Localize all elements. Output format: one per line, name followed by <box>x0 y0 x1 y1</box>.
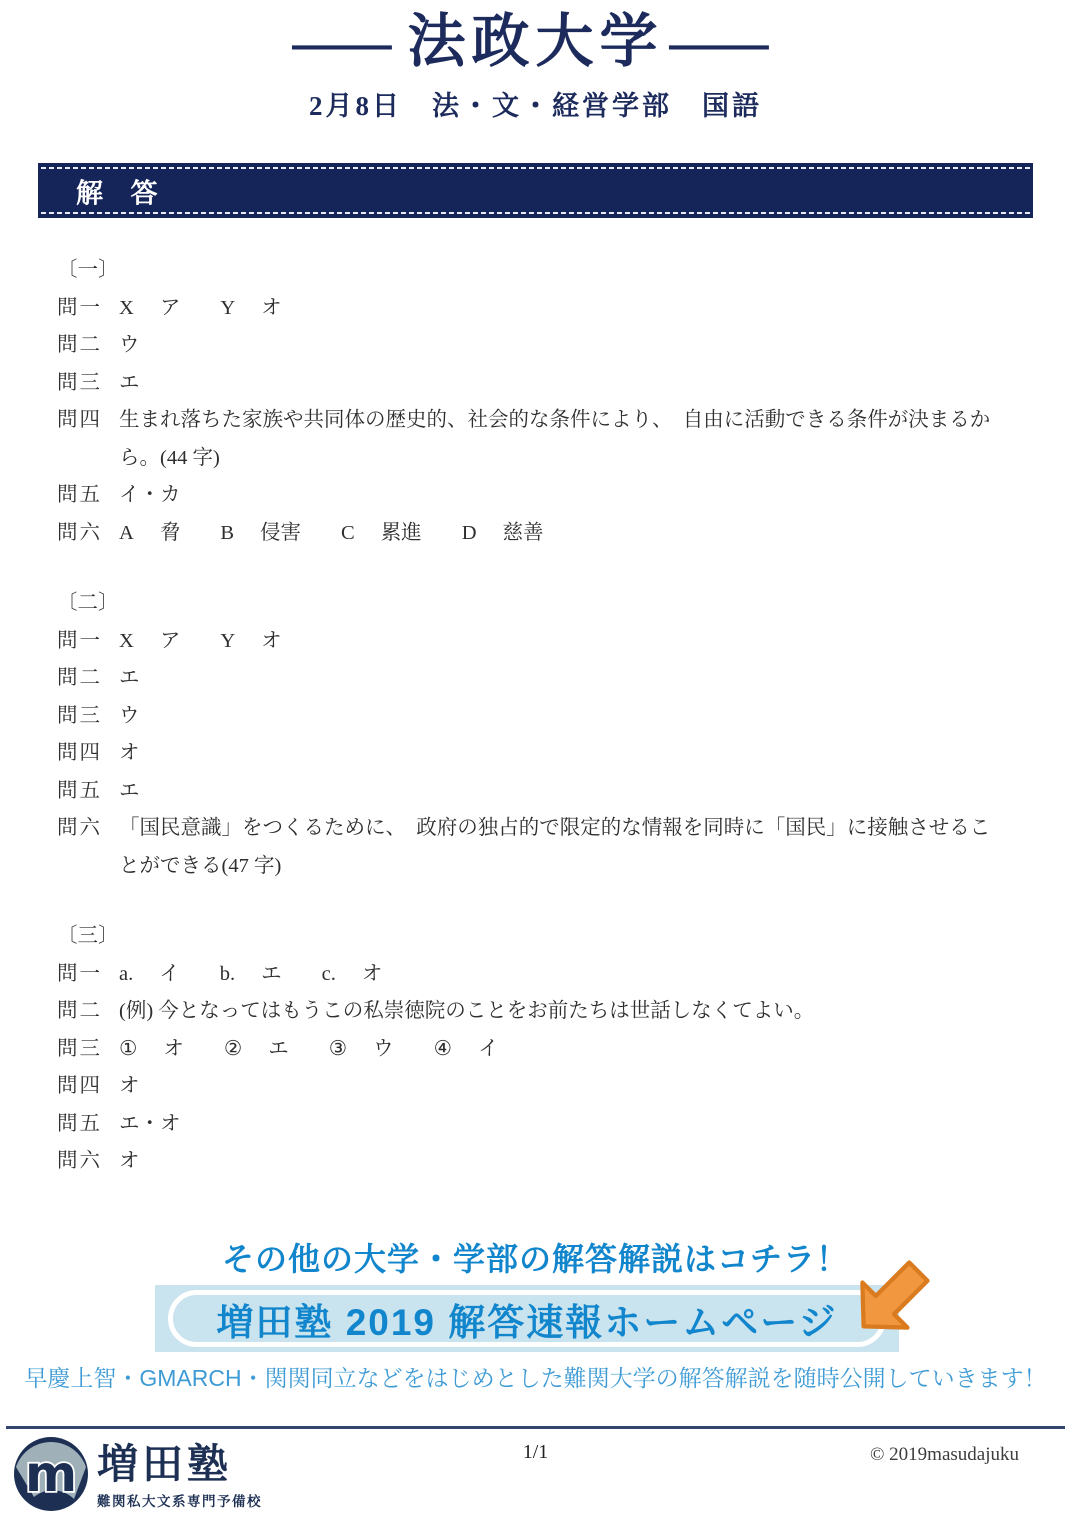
section-label: 〔三〕 <box>57 925 119 947</box>
answer-part: Y <box>220 296 236 319</box>
university-title-line <box>0 6 1071 78</box>
section-1 <box>57 252 1032 552</box>
answer-part: A <box>119 521 134 544</box>
answer-part: ウ <box>373 1037 394 1060</box>
answer-part: B <box>220 521 234 544</box>
answer-content <box>57 252 1032 1181</box>
logo-tagline: 難関私大文系専門予備校 <box>97 1494 262 1509</box>
promo-note: 早慶上智・GMARCH・関関同立などをはじめとした難関大学の解答解説を随時公開していきます！ <box>24 1365 1047 1391</box>
question-label: 問二 <box>57 1000 102 1022</box>
answer-row <box>57 365 1032 403</box>
question-label: 問二 <box>57 334 102 356</box>
section-3 <box>57 918 1032 1181</box>
question-label: 問四 <box>57 1075 102 1097</box>
question-label: 問三 <box>57 704 102 727</box>
dashed-divider-bottom <box>41 212 1030 214</box>
answer-part: 侵害 <box>260 521 301 544</box>
answer-part: 脅 <box>159 521 181 544</box>
answer-row <box>57 956 1032 994</box>
promo-heading: その他の大学・学部の解答解説はコチラ！ <box>221 1241 849 1277</box>
answer-part: (例) 今となってはもうこの私崇徳院のことをお前たちは世話しなくてよい。 <box>119 1000 815 1022</box>
answer-part: a. <box>119 962 134 985</box>
question-label: 問三 <box>57 371 102 394</box>
answer-value <box>119 290 1032 328</box>
answer-part: ③ <box>328 1037 348 1060</box>
answer-row <box>57 810 1032 885</box>
answer-part: エ <box>119 667 140 689</box>
section-label: 〔二〕 <box>57 592 119 614</box>
answer-part: ① <box>119 1037 138 1060</box>
answer-row <box>57 402 1032 477</box>
answer-part: オ <box>163 1037 184 1060</box>
svg-text:m: m <box>24 1445 78 1503</box>
question-label: 問一 <box>57 962 102 985</box>
answer-row <box>57 1068 1032 1106</box>
answer-row <box>57 993 1032 1031</box>
answer-part: X <box>119 629 134 652</box>
question-label: 問五 <box>57 484 102 506</box>
question-label: 問六 <box>57 817 102 839</box>
exam-subtitle: 2月8日 法・文・経営学部 国語 <box>309 91 762 121</box>
answer-part: オ <box>261 296 282 319</box>
dashed-divider-top <box>41 167 1030 169</box>
answer-part: エ <box>119 779 140 802</box>
answer-line: 「国民意識」をつくるために、 政府の独占的で限定的な情報を同時に「国民」に接触させるこ <box>119 817 991 839</box>
answer-banner-label: 解 答 <box>76 178 168 208</box>
answer-part: エ <box>261 962 282 985</box>
answer-part: c. <box>321 962 336 985</box>
answer-row <box>57 1143 1032 1181</box>
copyright-text: © 2019masudajuku <box>869 1444 1019 1465</box>
answer-row <box>57 327 1032 365</box>
university-title: 法政大学 <box>407 9 664 74</box>
answer-row <box>57 1106 1032 1144</box>
answer-part: オ <box>119 742 140 764</box>
answer-part: Y <box>220 629 236 652</box>
answer-part: 慈善 <box>502 521 544 544</box>
answer-row <box>57 623 1032 661</box>
question-label: 問四 <box>57 409 102 431</box>
question-label: 問六 <box>57 1150 102 1172</box>
answer-part: イ <box>159 962 180 985</box>
answer-line: ら。(44 字) <box>119 446 220 469</box>
question-label: 問一 <box>57 629 102 652</box>
answer-part: ④ <box>433 1037 453 1060</box>
question-label: 問五 <box>57 1112 102 1135</box>
answer-part: 累進 <box>380 521 422 544</box>
page-number: 1/1 <box>522 1441 549 1463</box>
title-dash-left: ― <box>293 9 402 74</box>
question-label: 問一 <box>57 296 102 319</box>
page-header <box>0 6 1071 123</box>
answer-row <box>57 477 1032 515</box>
promo-banner-link[interactable] <box>155 1285 899 1352</box>
answer-part: オ <box>261 629 282 652</box>
question-label: 問三 <box>57 1037 102 1060</box>
answer-row <box>57 660 1032 698</box>
question-label: 問四 <box>57 742 102 764</box>
answer-part: b. <box>219 962 236 985</box>
answer-part: エ・オ <box>119 1112 181 1135</box>
answer-part: ア <box>159 629 181 652</box>
section-2 <box>57 585 1032 885</box>
answer-part: オ <box>119 1150 140 1172</box>
answer-row <box>57 290 1032 328</box>
answer-row <box>57 1031 1032 1069</box>
title-dash-right: ― <box>669 9 778 74</box>
question-label: 問二 <box>57 667 102 689</box>
footer-divider <box>6 1426 1065 1429</box>
answer-line: 生まれ落ちた家族や共同体の歴史的、社会的な条件により、 自由に活動できる条件が決まるか <box>119 409 991 431</box>
promo-banner-label[interactable]: 増田塾 2019 解答速報ホームページ <box>168 1290 886 1347</box>
answer-row <box>57 735 1032 773</box>
answer-part: X <box>119 296 134 319</box>
answer-part: D <box>461 521 477 544</box>
answer-line: とができる(47 字) <box>119 854 282 877</box>
answer-part: ② <box>223 1037 243 1060</box>
answer-part: イ <box>478 1037 499 1060</box>
answer-part: イ・カ <box>119 484 181 506</box>
answer-row <box>57 773 1032 811</box>
answer-part: C <box>341 521 355 544</box>
answer-part: ウ <box>119 334 140 356</box>
answer-part: エ <box>268 1037 289 1060</box>
answer-multiline <box>119 810 1032 885</box>
answer-part: オ <box>119 1075 140 1097</box>
section-label: 〔一〕 <box>57 259 119 281</box>
question-label: 問五 <box>57 779 102 802</box>
answer-part: ア <box>159 296 181 319</box>
answer-row <box>57 515 1032 553</box>
arrow-icon <box>848 1256 934 1342</box>
answer-multiline <box>119 402 1032 477</box>
answer-section-banner <box>38 163 1033 218</box>
answer-part: エ <box>119 371 140 394</box>
answer-row <box>57 698 1032 736</box>
answer-part: オ <box>361 962 383 985</box>
question-label: 問六 <box>57 521 102 544</box>
logo-name: 増田塾 <box>97 1441 232 1487</box>
answer-part: ウ <box>119 704 140 727</box>
